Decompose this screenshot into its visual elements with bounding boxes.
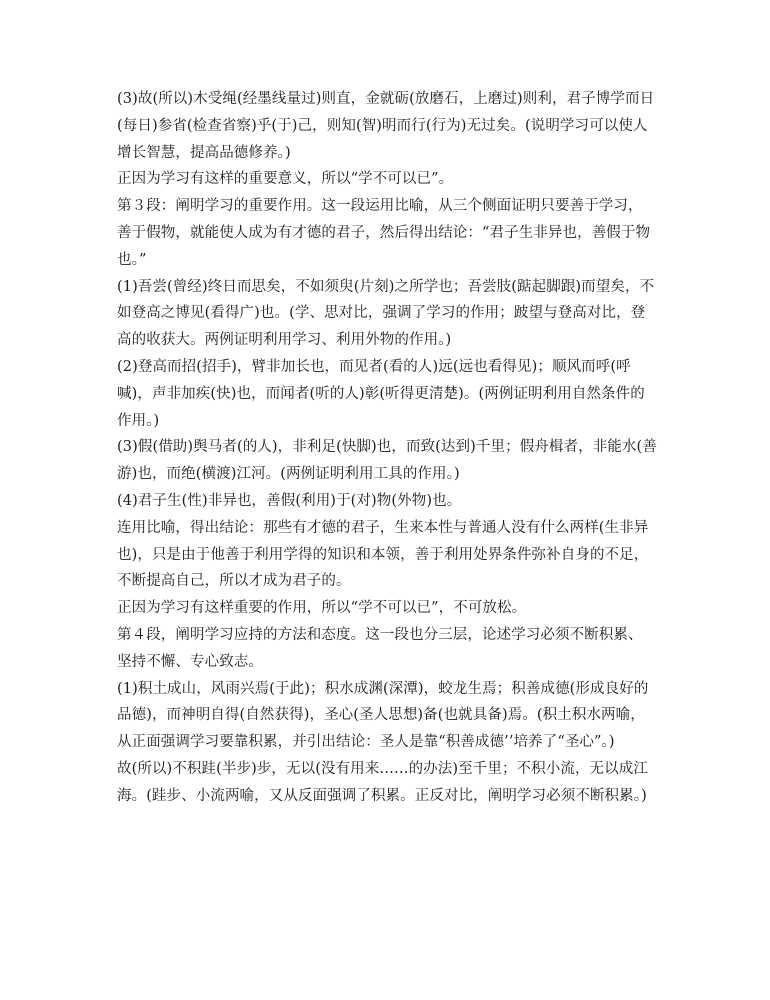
paragraph-section-3-point-2: (2)登高而招(招手)，臂非加长也，而见者(看的人)远(远也看得见)；顺风而呼(呼喊)，声非加疾(快)也，而闻者(听的人)彰(听得更清楚)。(两例证明利用自然条件的作用。): [117, 358, 645, 429]
paragraph-section-4-contrast: 故(所以)不积跬(半步)步，无以(没有用来……的办法)至千里；不积小流，无以成江海。(跬步、小流两喻，又从反面强调了积累。正反对比，阐明学习必须不断积累。): [117, 760, 648, 804]
paragraph-section-3-point-1: (1)吾尝(曾经)终日而思矣，不如须臾(片刻)之所学也；吾尝肢(踮起脚跟)而望矣，不如登高之博见(看得广)也。(学、思对比，强调了学习的作用；跛望与登高对比，登高的收获大。两例证明利用学习、利用外物的作用。): [117, 278, 655, 349]
paragraph-section-3-summary: 连用比喻，得出结论：那些有才德的君子，生来本性与普通人没有什么两样(生非异也)，只是由于他善于利用学得的知识和本领，善于利用处界条件弥补自身的不足，不断提高自己，所以才成为君子的。: [117, 519, 649, 590]
paragraph-section-3-point-4: (4)君子生(性)非异也，善假(利用)于(对)物(外物)也。: [117, 492, 462, 509]
paragraph-conclusion-significance: 正因为学习有这样的重要意义，所以“学不可以已”。: [117, 171, 454, 188]
paragraph-section-4-intro: 第４段，阐明学习应持的方法和态度。这一段也分三层，论述学习必须不断积累、坚持不懈、专心致志。: [117, 626, 643, 670]
paragraph-conclusion-function: 正因为学习有这样重要的作用，所以“学不可以已”，不可放松。: [117, 600, 527, 617]
paragraph-analogy-wood-metal: (3)故(所以)木受绳(经墨线量过)则直，金就砺(放磨石，上磨过)则利，君子博学而日(每日)参省(检查省察)乎(于)己，则知(智)明而行(行为)无过矣。(说明学习可以使人增长智慧，提高品德修养。): [117, 91, 655, 161]
paragraph-section-3-point-3: (3)假(借助)舆马者(的人)，非利足(快脚)也，而致(达到)千里；假舟楫者，非能水(善游)也，而绝(横渡)江河。(两例证明利用工具的作用。): [117, 439, 657, 483]
paragraph-section-4-point-1: (1)积土成山，风雨兴焉(于此)；积水成渊(深潭)，蛟龙生焉；积善成德(形成良好的品德)，而神明自得(自然获得)，圣心(圣人思想)备(也就具备)焉。(积土积水两喻，从正面强调学习要靠积累，并引出结论：圣人是靠“积善成德’’培养了“圣心”。): [117, 680, 649, 751]
paragraph-section-3-intro: 第３段：阐明学习的重要作用。这一段运用比喻，从三个侧面证明只要善于学习，善于假物，就能使人成为有才德的君子，然后得出结论：“君子生非异也，善假于物也。”: [117, 198, 651, 268]
document-page: [117, 86, 657, 810]
